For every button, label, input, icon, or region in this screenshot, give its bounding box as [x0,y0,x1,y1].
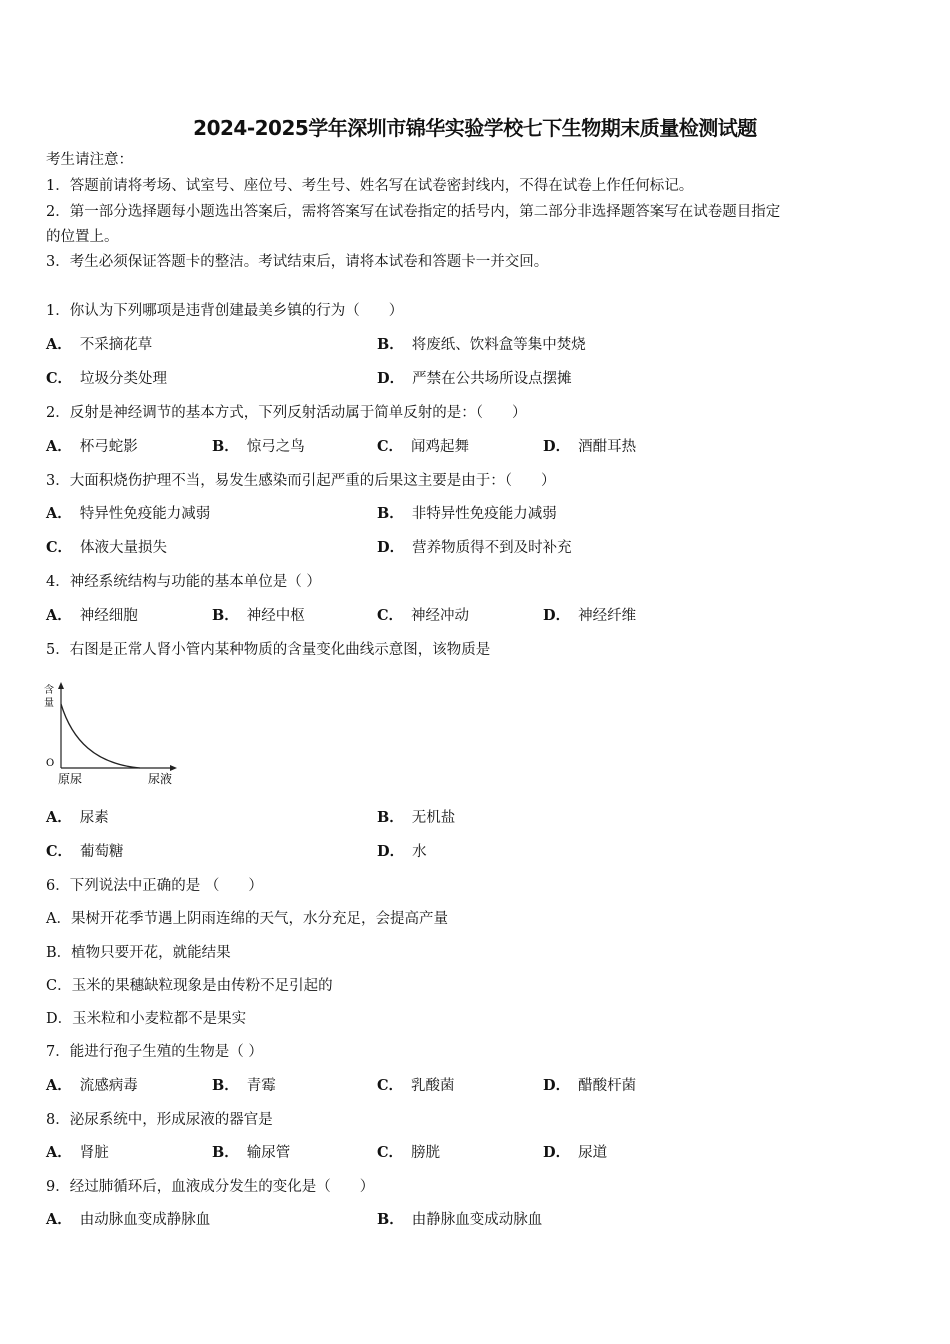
option-c[interactable]: C． 垃圾分类处理 [46,370,168,387]
x-start-label: 原尿 [58,772,83,786]
option-c[interactable]: C． 乳酸菌 [377,1077,455,1094]
question-stem: 8．泌尿系统中，形成尿液的器官是 [46,1112,273,1128]
option-a[interactable]: A． 不采摘花草 [46,336,153,353]
x-end-label: 尿液 [148,772,173,786]
option-b[interactable]: B． 无机盐 [377,809,456,826]
question-stem: 9．经过肺循环后，血液成分发生的变化是（ ） [46,1179,375,1195]
x-axis-arrow [170,765,177,771]
option-b[interactable]: B． 神经中枢 [212,607,305,624]
option-d[interactable]: D． 营养物质得不到及时补充 [377,539,572,556]
option-d[interactable]: D． 神经纤维 [543,607,637,624]
question-stem: 3．大面积烧伤护理不当，易发生感染而引起严重的后果这主要是由于：（ ） [46,473,556,489]
page-title: 2024-2025学年深圳市锦华实验学校七下生物期末质量检测试题 [193,116,757,140]
option-d[interactable]: D．玉米粒和小麦粒都不是果实 [46,1011,247,1027]
notice-item: 1．答题前请将考场、试室号、座位号、考生号、姓名写在试卷密封线内，不得在试卷上作任何标记。 [46,178,694,194]
option-a[interactable]: A． 流感病毒 [46,1077,138,1094]
option-c[interactable]: C． 膀胱 [377,1144,441,1161]
notice-item: 的位置上。 [46,229,119,245]
question-stem: 6．下列说法中正确的是 （ ） [46,878,263,894]
option-c[interactable]: C．玉米的果穗缺粒现象是由传粉不足引起的 [46,978,333,994]
option-b[interactable]: B． 将废纸、饮料盒等集中焚烧 [377,336,586,353]
question-stem: 5．右图是正常人肾小管内某种物质的含量变化曲线示意图，该物质是 [46,642,491,658]
question-stem: 4．神经系统结构与功能的基本单位是（ ） [46,574,321,590]
option-a[interactable]: A． 特异性免疫能力减弱 [46,505,211,522]
question-stem: 7．能进行孢子生殖的生物是（ ） [46,1044,263,1060]
option-a[interactable]: A． 肾脏 [46,1144,109,1161]
option-a[interactable]: A． 杯弓蛇影 [46,438,138,455]
notice-heading: 考生请注意： [46,152,133,168]
option-c[interactable]: C． 葡萄糖 [46,843,124,860]
option-c[interactable]: C． 神经冲动 [377,607,470,624]
question-stem: 2．反射是神经调节的基本方式，下列反射活动属于简单反射的是：（ ） [46,405,527,421]
option-d[interactable]: D． 酒酣耳热 [543,438,637,455]
y-label-1: 含 [44,685,54,696]
y-axis-arrow [58,682,64,689]
option-b[interactable]: B．植物只要开花，就能结果 [46,945,231,961]
notice-item: 3．考生必须保证答题卡的整洁。考试结束后，请将本试卷和答题卡一并交回。 [46,254,549,270]
option-d[interactable]: D． 水 [377,843,427,860]
option-b[interactable]: B． 输尿管 [212,1144,291,1161]
content-curve-figure [40,680,180,790]
option-a[interactable]: A． 尿素 [46,809,109,826]
option-d[interactable]: D． 严禁在公共场所设点摆摊 [377,370,572,387]
option-d[interactable]: D． 醋酸杆菌 [543,1077,637,1094]
y-label-2: 量 [44,698,54,709]
option-b[interactable]: B． 青霉 [212,1077,276,1094]
option-a[interactable]: A． 由动脉血变成静脉血 [46,1211,211,1228]
decay-curve [61,704,140,768]
option-a[interactable]: A． 神经细胞 [46,607,138,624]
option-a[interactable]: A．果树开花季节遇上阴雨连绵的天气，水分充足，会提高产量 [46,911,448,927]
notice-item: 2．第一部分选择题每小题选出答案后，需将答案写在试卷指定的括号内，第二部分非选择题答案写在试卷题目指定 [46,204,781,220]
option-c[interactable]: C． 闻鸡起舞 [377,438,470,455]
origin-label: O [46,758,55,769]
option-b[interactable]: B． 非特异性免疫能力减弱 [377,505,557,522]
option-b[interactable]: B． 由静脉血变成动脉血 [377,1211,543,1228]
option-d[interactable]: D． 尿道 [543,1144,608,1161]
question-stem: 1．你认为下列哪项是违背创建最美乡镇的行为（ ） [46,303,404,319]
option-c[interactable]: C． 体液大量损失 [46,539,168,556]
option-b[interactable]: B． 惊弓之鸟 [212,438,305,455]
